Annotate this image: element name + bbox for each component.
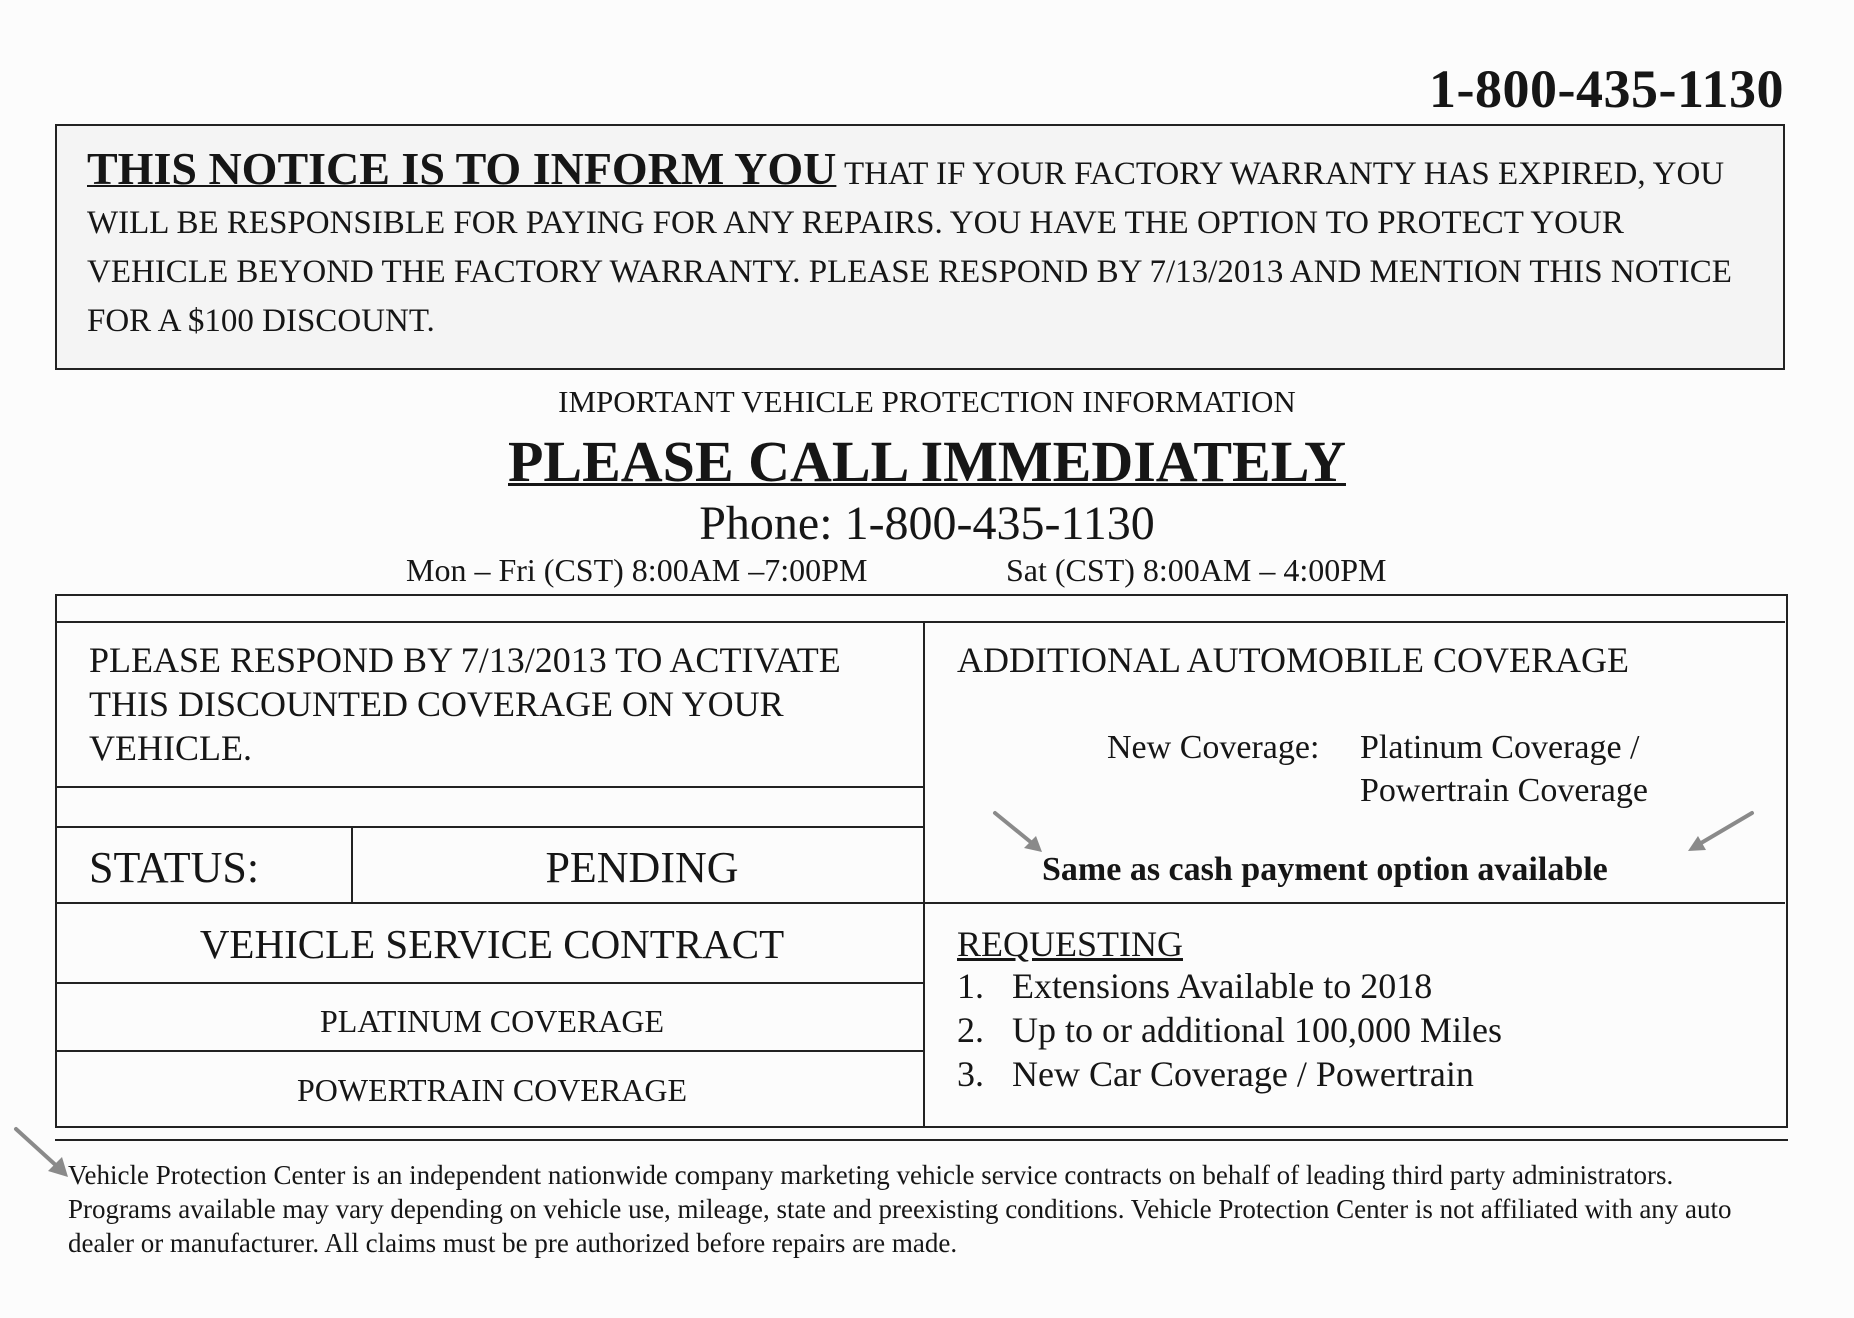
coverage-grid — [55, 594, 1788, 1128]
notice-body: THAT IF YOUR FACTORY WARRANTY HAS EXPIRED, YOU WILL BE RESPONSIBLE FOR PAYING FOR ANY REPAIRS. YOU HAVE THE OPTION TO PROTECT YOUR VEHICLE BEYOND THE FACTORY WARRANTY. PLEASE RESPOND BY 7/13/2013 AND MENTION THIS NOTICE FOR A $100 DISCOUNT. — [87, 156, 1732, 339]
requesting-item — [957, 1052, 1502, 1096]
contract-label: VEHICLE SERVICE CONTRACT — [199, 921, 785, 967]
bottom-rule — [55, 1139, 1788, 1141]
requesting-item-number: 3. — [957, 1054, 984, 1094]
info-header: IMPORTANT VEHICLE PROTECTION INFORMATION — [558, 384, 1296, 419]
notice-text — [87, 144, 1767, 346]
requesting-item-number: 1. — [957, 966, 984, 1006]
grid-divider — [57, 902, 1785, 904]
status-value: PENDING — [545, 843, 739, 892]
phone-line: Phone: 1-800-435-1130 — [699, 497, 1155, 550]
new-coverage-value-2: Powertrain Coverage — [1360, 772, 1648, 809]
respond-text: PLEASE RESPOND BY 7/13/2013 TO ACTIVATE THIS DISCOUNTED COVERAGE ON YOUR VEHICLE. — [89, 640, 841, 768]
call-title-text: PLEASE CALL IMMEDIATELY — [508, 429, 1346, 494]
requesting-title: REQUESTING — [957, 924, 1183, 964]
arrow-left-icon — [990, 808, 1050, 858]
arrow-right-icon — [1678, 808, 1758, 858]
arrow-disclaimer-icon — [12, 1125, 74, 1181]
disclaimer-text: Vehicle Protection Center is an independent nationwide company marketing vehicle service contracts on behalf of leading third party administrators. Programs available may vary depending on vehicle use, mileage, state and preexisting conditions. Vehicle Protection Center is not affiliated with any auto dealer or manufacturer. All claims must be pre authorized before repairs are made. — [68, 1160, 1732, 1258]
hours-saturday: Sat (CST) 8:00AM – 4:00PM — [1006, 552, 1387, 588]
grid-divider — [57, 621, 1785, 623]
status-divider — [351, 826, 353, 902]
powertrain-coverage-label: POWERTRAIN COVERAGE — [296, 1072, 688, 1108]
grid-divider — [57, 1050, 923, 1052]
grid-divider — [57, 982, 923, 984]
requesting-item — [957, 1008, 1502, 1052]
top-phone-number: 1-800-435-1130 — [1429, 59, 1784, 119]
requesting-list — [957, 964, 1502, 1096]
call-title — [0, 428, 1854, 495]
status-label: STATUS: — [89, 843, 260, 892]
notice-box — [55, 124, 1785, 370]
grid-divider — [57, 786, 923, 788]
requesting-item-number: 2. — [957, 1010, 984, 1050]
platinum-coverage-label: PLATINUM COVERAGE — [320, 1003, 664, 1039]
requesting-item-text: Extensions Available to 2018 — [1012, 966, 1433, 1006]
new-coverage-value-1: Platinum Coverage / — [1360, 729, 1640, 766]
payment-note: Same as cash payment option available — [1042, 851, 1608, 888]
requesting-item — [957, 964, 1502, 1008]
requesting-item-text: Up to or additional 100,000 Miles — [1012, 1010, 1502, 1050]
hours-weekday: Mon – Fri (CST) 8:00AM –7:00PM — [406, 552, 868, 588]
new-coverage-label: New Coverage: — [1107, 729, 1320, 766]
notice-lead: THIS NOTICE IS TO INFORM YOU — [87, 143, 837, 194]
additional-coverage-title: ADDITIONAL AUTOMOBILE COVERAGE — [957, 640, 1629, 680]
requesting-item-text: New Car Coverage / Powertrain — [1012, 1054, 1474, 1094]
grid-divider — [57, 826, 923, 828]
